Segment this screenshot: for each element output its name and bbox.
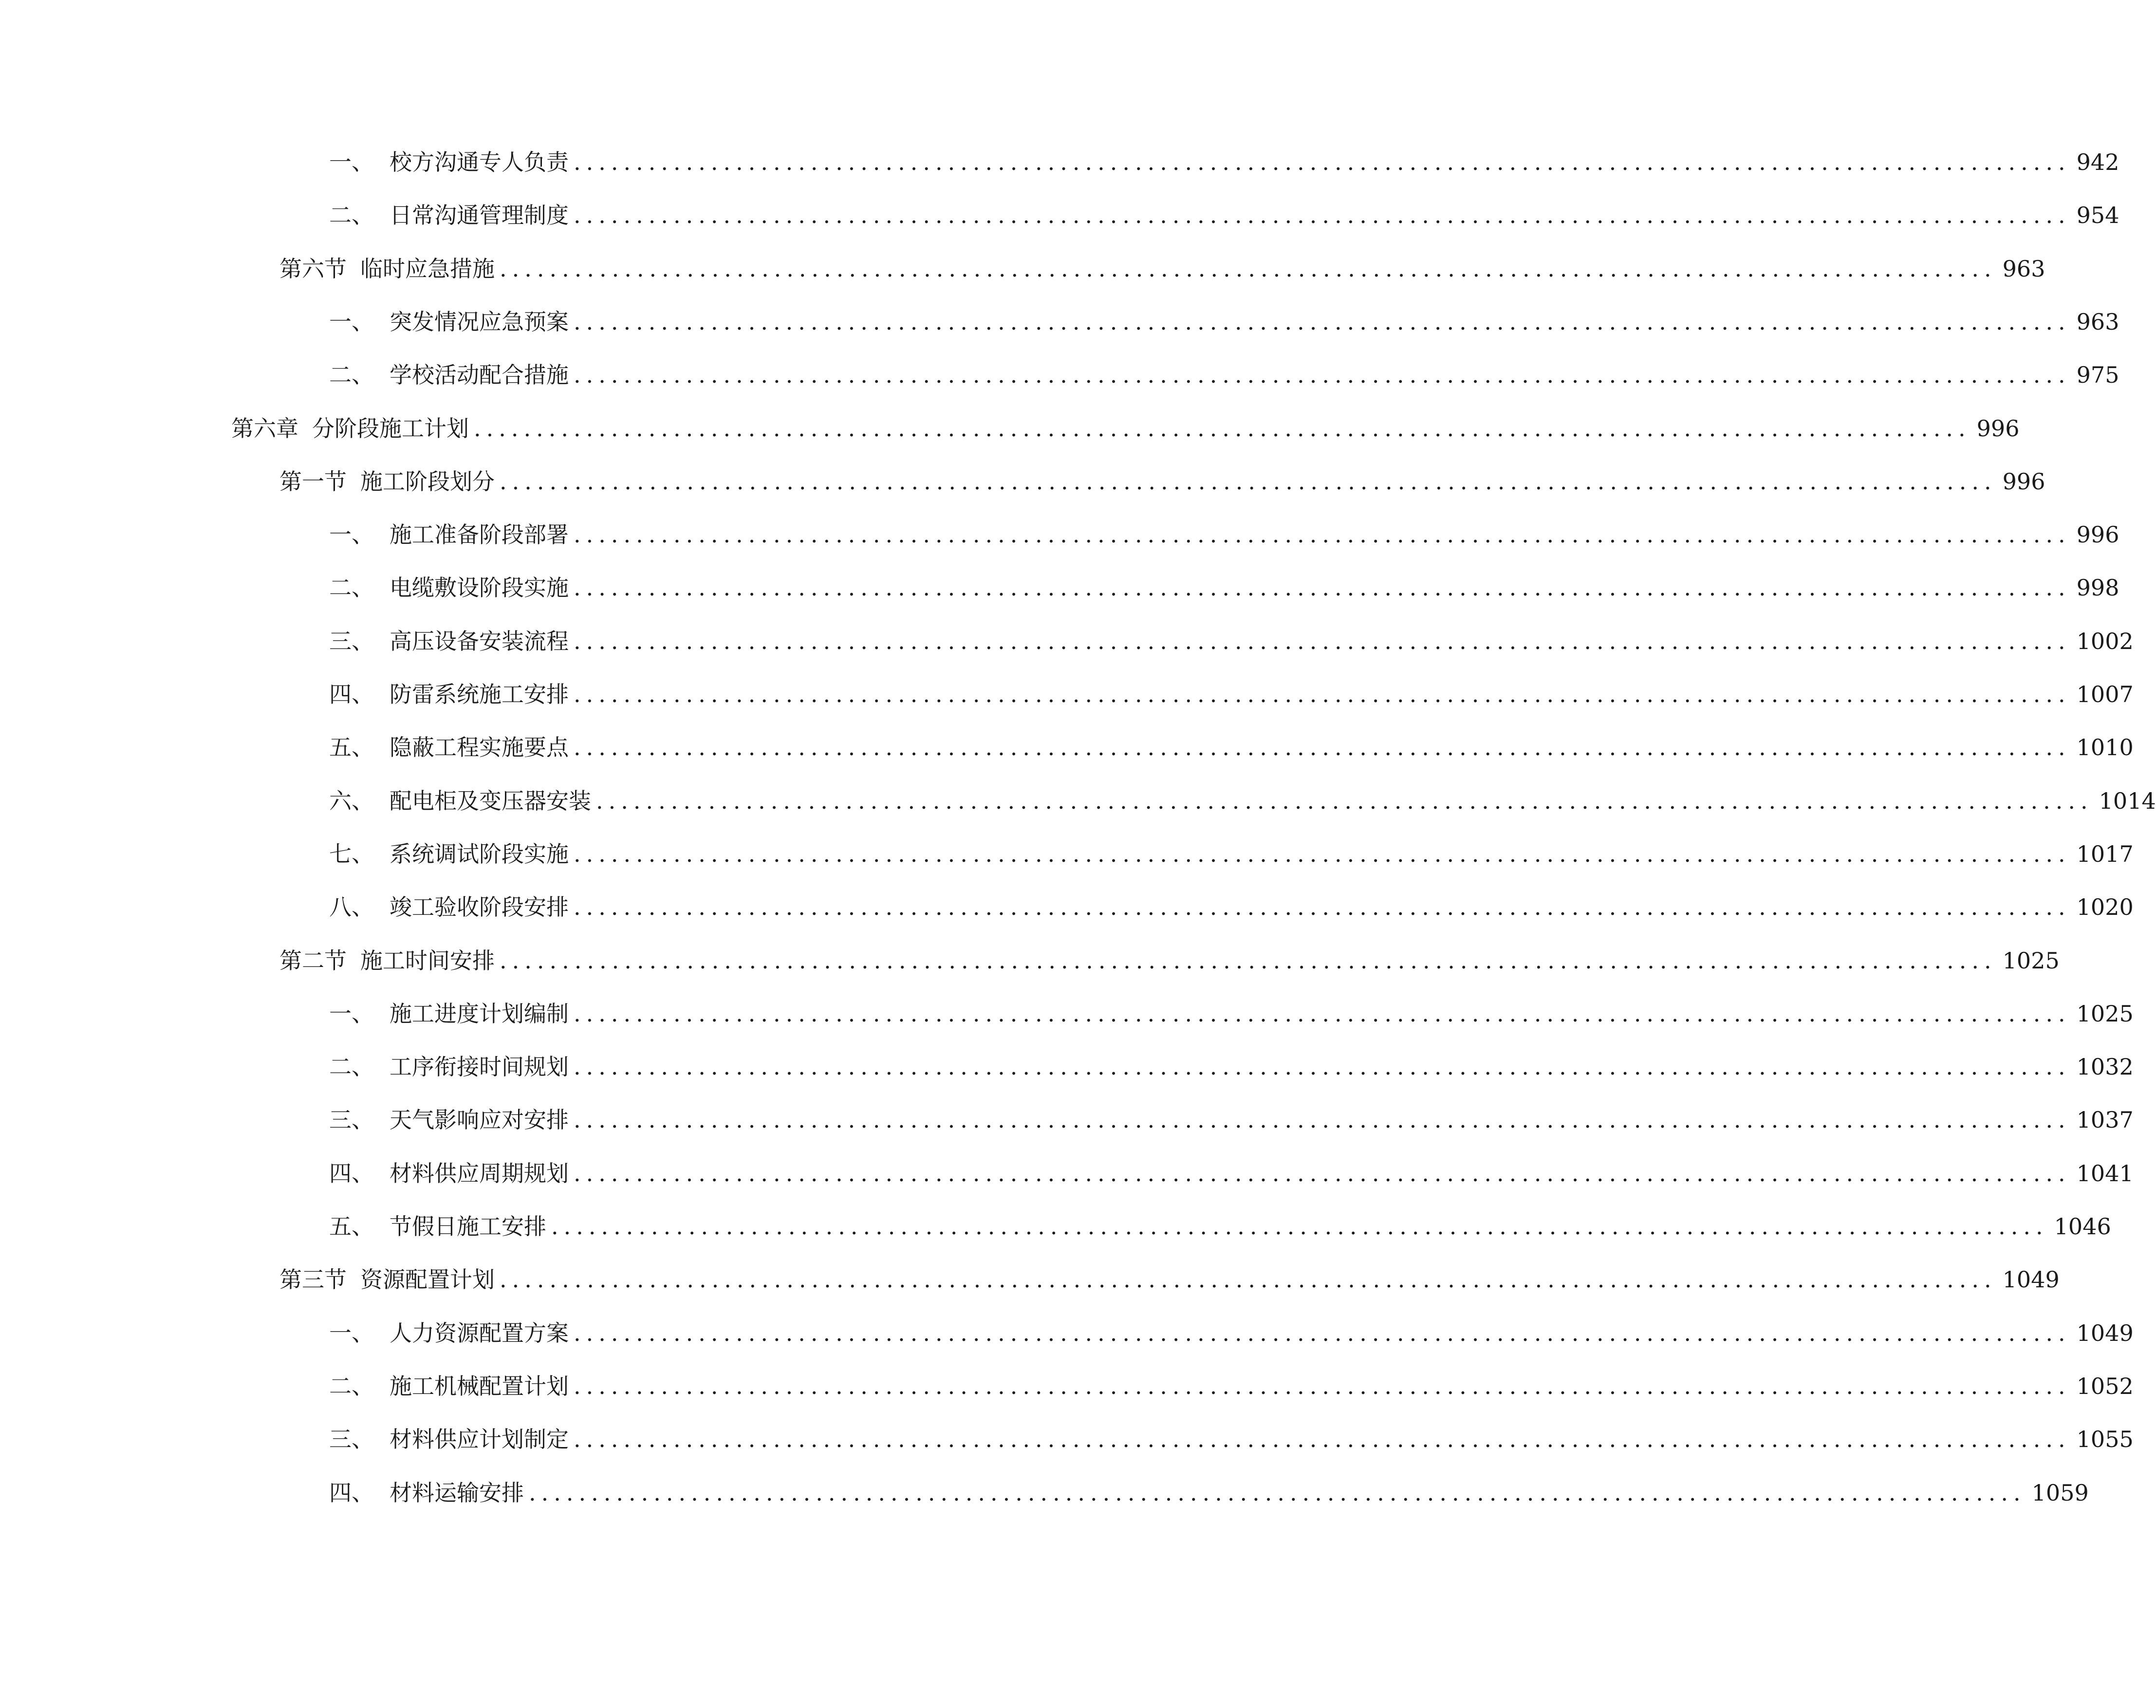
toc-entry-title: 学校活动配合措施 xyxy=(390,362,569,388)
toc-entry[interactable] xyxy=(329,784,2156,818)
toc-leader-dots: ........................................................................................................................ xyxy=(574,149,2071,175)
toc-leader-dots: ........................................................................................................................ xyxy=(574,1160,2071,1187)
toc-entry-title: 人力资源配置方案 xyxy=(390,1320,569,1346)
toc-entry[interactable] xyxy=(329,730,2134,764)
toc-leader-dots: ........................................................................................................................ xyxy=(500,947,1997,974)
toc-leader-dots: ........................................................................................................................ xyxy=(574,521,2071,548)
toc-entry-number: 四、 xyxy=(329,681,374,707)
toc-leader-dots: ........................................................................................................................ xyxy=(574,628,2071,654)
toc-entry-number: 三、 xyxy=(329,1426,374,1452)
toc-entry[interactable] xyxy=(329,571,2119,605)
toc-entry-number: 第二节 xyxy=(279,947,347,974)
toc-entry[interactable] xyxy=(329,1103,2134,1137)
toc-entry-page: 1017 xyxy=(2076,841,2134,867)
toc-entry-title: 日常沟通管理制度 xyxy=(390,202,569,228)
toc-entry-title: 电缆敷设阶段实施 xyxy=(390,575,569,601)
toc-leader-dots: ........................................................................................................................ xyxy=(500,1266,1997,1293)
toc-entry-number: 一、 xyxy=(329,521,374,548)
toc-entry-page: 942 xyxy=(2076,149,2119,175)
toc-entry-title: 施工机械配置计划 xyxy=(390,1373,569,1399)
toc-entry-page: 1049 xyxy=(2002,1266,2060,1293)
toc-entry-number: 第六节 xyxy=(279,256,347,282)
toc-entry[interactable] xyxy=(329,1050,2134,1084)
toc-entry-page: 1014 xyxy=(2099,788,2156,814)
toc-entry[interactable] xyxy=(329,145,2119,179)
toc-entry[interactable] xyxy=(329,997,2134,1031)
toc-entry[interactable] xyxy=(329,677,2134,711)
toc-entry-number: 八、 xyxy=(329,894,374,920)
toc-entry-title: 材料供应计划制定 xyxy=(390,1426,569,1452)
toc-entry-number: 第六章 xyxy=(231,415,298,442)
toc-leader-dots: ........................................................................................................................ xyxy=(574,1373,2071,1399)
toc-entry[interactable] xyxy=(279,464,2045,499)
toc-entry-number: 二、 xyxy=(329,1373,374,1399)
toc-entry-title: 节假日施工安排 xyxy=(390,1213,546,1240)
toc-entry[interactable] xyxy=(329,305,2119,339)
toc-entry-title: 临时应急措施 xyxy=(360,256,495,282)
toc-leader-dots: ........................................................................................................................ xyxy=(574,841,2071,867)
toc-entry-number: 第一节 xyxy=(279,468,347,495)
toc-entry-page: 1025 xyxy=(2002,947,2060,974)
toc-entry-number: 五、 xyxy=(329,1213,374,1240)
toc-entry-title: 隐蔽工程实施要点 xyxy=(390,734,569,761)
toc-entry-page: 1059 xyxy=(2031,1480,2089,1506)
toc-entry-title: 校方沟通专人负责 xyxy=(390,149,569,175)
toc-leader-dots: ........................................................................................................................ xyxy=(574,681,2071,707)
toc-entry-number: 三、 xyxy=(329,1107,374,1133)
toc-entry-number: 四、 xyxy=(329,1160,374,1187)
toc-leader-dots: ........................................................................................................................ xyxy=(574,1054,2071,1080)
toc-entry-page: 1049 xyxy=(2076,1320,2134,1346)
toc-entry-page: 996 xyxy=(1976,415,2020,442)
toc-entry-page: 1046 xyxy=(2054,1213,2111,1240)
toc-entry[interactable] xyxy=(329,1422,2134,1456)
toc-leader-dots: ........................................................................................................................ xyxy=(574,202,2071,228)
toc-leader-dots: ........................................................................................................................ xyxy=(574,1001,2071,1027)
toc-entry-page: 954 xyxy=(2076,202,2119,228)
toc-entry[interactable] xyxy=(231,411,2020,446)
toc-entry-page: 1002 xyxy=(2076,628,2134,654)
toc-entry-page: 1041 xyxy=(2076,1160,2134,1187)
toc-entry-title: 高压设备安装流程 xyxy=(390,628,569,654)
toc-entry-page: 963 xyxy=(2002,256,2045,282)
toc-entry-number: 一、 xyxy=(329,1320,374,1346)
toc-leader-dots: ........................................................................................................................ xyxy=(500,468,1997,495)
toc-entry-title: 分阶段施工计划 xyxy=(312,415,469,442)
toc-entry-title: 防雷系统施工安排 xyxy=(390,681,569,707)
toc-entry-title: 配电柜及变压器安装 xyxy=(390,788,591,814)
toc-entry-page: 1007 xyxy=(2076,681,2134,707)
toc-entry[interactable] xyxy=(279,1262,2060,1297)
toc-entry-title: 天气影响应对安排 xyxy=(390,1107,569,1133)
toc-entry-page: 1025 xyxy=(2076,1001,2134,1027)
toc-entry[interactable] xyxy=(329,624,2134,658)
toc-entry[interactable] xyxy=(329,198,2119,232)
toc-leader-dots: ........................................................................................................................ xyxy=(596,788,2093,814)
toc-entry-title: 竣工验收阶段安排 xyxy=(390,894,569,920)
toc-entry[interactable] xyxy=(329,1369,2134,1403)
toc-entry-number: 一、 xyxy=(329,309,374,335)
toc-entry-number: 二、 xyxy=(329,202,374,228)
toc-entry[interactable] xyxy=(329,1476,2089,1510)
toc-entry[interactable] xyxy=(329,358,2119,392)
toc-entry[interactable] xyxy=(329,1209,2111,1244)
toc-entry-title: 材料供应周期规划 xyxy=(390,1160,569,1187)
toc-leader-dots: ........................................................................................................................ xyxy=(474,415,1971,442)
toc-entry-number: 一、 xyxy=(329,149,374,175)
toc-leader-dots: ........................................................................................................................ xyxy=(574,1320,2071,1346)
toc-entry[interactable] xyxy=(329,1156,2134,1190)
toc-entry-page: 1020 xyxy=(2076,894,2134,920)
toc-entry-title: 系统调试阶段实施 xyxy=(390,841,569,867)
toc-entry-title: 施工进度计划编制 xyxy=(390,1001,569,1027)
toc-entry-number: 七、 xyxy=(329,841,374,867)
toc-leader-dots: ........................................................................................................................ xyxy=(551,1213,2048,1240)
toc-entry-number: 二、 xyxy=(329,575,374,601)
toc-entry-page: 998 xyxy=(2076,575,2119,601)
toc-leader-dots: ........................................................................................................................ xyxy=(574,362,2071,388)
toc-entry-number: 五、 xyxy=(329,734,374,761)
toc-entry[interactable] xyxy=(279,944,2060,978)
toc-entry-title: 施工准备阶段部署 xyxy=(390,521,569,548)
toc-leader-dots: ........................................................................................................................ xyxy=(574,1426,2071,1452)
toc-entry-page: 1032 xyxy=(2076,1054,2134,1080)
toc-entry-title: 工序衔接时间规划 xyxy=(390,1054,569,1080)
toc-entry-number: 二、 xyxy=(329,362,374,388)
toc-entry-number: 六、 xyxy=(329,788,374,814)
toc-entry-number: 三、 xyxy=(329,628,374,654)
toc-entry[interactable] xyxy=(279,252,2045,286)
toc-entry-page: 1052 xyxy=(2076,1373,2134,1399)
toc-entry-page: 1037 xyxy=(2076,1107,2134,1133)
toc-entry-page: 963 xyxy=(2076,309,2119,335)
toc-leader-dots: ........................................................................................................................ xyxy=(574,894,2071,920)
toc-entry-number: 二、 xyxy=(329,1054,374,1080)
toc-leader-dots: ........................................................................................................................ xyxy=(574,309,2071,335)
toc-entry-page: 996 xyxy=(2002,468,2045,495)
toc-leader-dots: ........................................................................................................................ xyxy=(574,734,2071,761)
toc-leader-dots: ........................................................................................................................ xyxy=(529,1480,2026,1506)
toc-entry-page: 1010 xyxy=(2076,734,2134,761)
toc-leader-dots: ........................................................................................................................ xyxy=(574,575,2071,601)
toc-leader-dots: ........................................................................................................................ xyxy=(500,256,1997,282)
toc-entry[interactable] xyxy=(329,890,2134,924)
toc-entry-number: 一、 xyxy=(329,1001,374,1027)
toc-entry-page: 975 xyxy=(2076,362,2119,388)
toc-entry-title: 资源配置计划 xyxy=(360,1266,495,1293)
toc-entry-number: 四、 xyxy=(329,1480,374,1506)
toc-entry-page: 996 xyxy=(2076,521,2119,548)
toc-entry-title: 施工时间安排 xyxy=(360,947,495,974)
toc-entry-title: 材料运输安排 xyxy=(390,1480,524,1506)
toc-entry[interactable] xyxy=(329,518,2119,552)
toc-entry-page: 1055 xyxy=(2076,1426,2134,1452)
toc-entry[interactable] xyxy=(329,837,2134,871)
toc-entry-title: 施工阶段划分 xyxy=(360,468,495,495)
toc-leader-dots: ........................................................................................................................ xyxy=(574,1107,2071,1133)
toc-entry-title: 突发情况应急预案 xyxy=(390,309,569,335)
toc-entry-number: 第三节 xyxy=(279,1266,347,1293)
toc-entry[interactable] xyxy=(329,1316,2134,1350)
